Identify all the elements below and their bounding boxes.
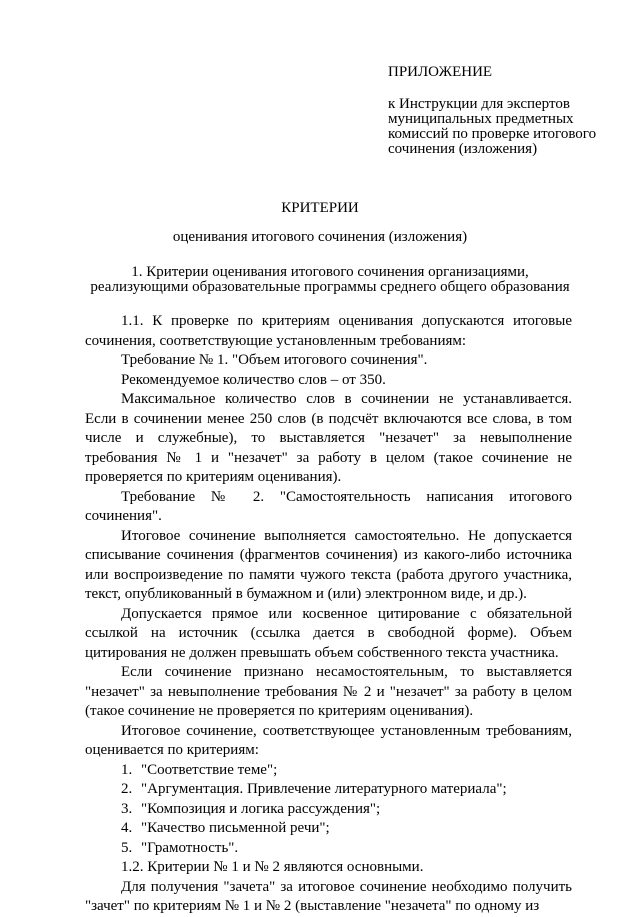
list-number: 3. (121, 800, 133, 817)
paragraph: Рекомендуемое количество слов – от 350. (121, 371, 386, 388)
paragraph: Итоговое сочинение, соответствующее установленным требованиям, оценивается по критериям: (85, 722, 572, 758)
list-text: "Качество письменной речи"; (141, 820, 330, 836)
paragraph: Если сочинение признано несамостоятельным, то выставляется "незачет" за невыполнение требования № 2 и "незачет" за работу в целом (такое сочинение не проверяется по критериям оценивания). (85, 664, 572, 719)
instruction-line: сочинения (изложения) (388, 141, 538, 157)
paragraph: Требование № 1. "Объем итогового сочинения". (121, 352, 428, 368)
criteria-list (85, 761, 572, 859)
list-number: 1. (121, 761, 133, 778)
list-item (85, 800, 572, 820)
instruction-reference (388, 97, 618, 157)
list-text: "Композиция и логика рассуждения"; (141, 800, 381, 817)
list-text: "Аргументация. Привлечение литературного материала"; (141, 781, 507, 797)
paragraph: Требование № 2. "Самостоятельность написания итогового сочинения". (85, 488, 572, 524)
section-heading-line: реализующими образовательные программы среднего общего образования (90, 279, 570, 295)
list-number: 4. (121, 820, 133, 836)
list-number: 5. (121, 839, 133, 856)
paragraph: Итоговое сочинение выполняется самостоятельно. Не допускается списывание сочинения (фрагментов сочинения) из какого-либо источника или воспроизведение по памяти чужого текста (работа другого участника, текст, опубликованный в бумажном и (или) электронном виде, и др.). (85, 527, 572, 602)
paragraph: Для получения "зачета" за итоговое сочинение необходимо получить "зачет" по критериям № 1 и № 2 (выставление "незачета" по одному из (85, 878, 572, 914)
section-heading (80, 265, 580, 295)
appendix-label: ПРИЛОЖЕНИЕ (388, 64, 493, 80)
document-title: КРИТЕРИИ (281, 200, 359, 216)
instruction-line: комиссий по проверке итогового (388, 126, 597, 142)
paragraph: Максимальное количество слов в сочинении не устанавливается. Если в сочинении менее 250 слов (в подсчёт включаются все слова, в том числе и служебные), то выставляется "незачет" за невыполнение требования № 1 и "незачет" за работу в целом (такое сочинение не проверяется по критериям оценивания). (85, 391, 572, 485)
list-item (85, 839, 572, 859)
list-number: 2. (121, 781, 133, 797)
list-item (85, 761, 572, 781)
paragraph: 1.2. Критерии № 1 и № 2 являются основными. (121, 859, 424, 875)
document-subtitle: оценивания итогового сочинения (изложения) (172, 229, 468, 245)
instruction-line: к Инструкции для экспертов (388, 96, 570, 112)
document-body (85, 312, 572, 917)
list-item (85, 780, 572, 800)
paragraph: Допускается прямое или косвенное цитирование с обязательной ссылкой на источник (ссылка дается в свободной форме). Объем цитирования не должен превышать объем собственного текста участника. (85, 605, 572, 661)
section-heading-line: 1. Критерии оценивания итогового сочинения организациями, (131, 264, 529, 280)
instruction-line: муниципальных предметных (388, 111, 574, 127)
list-text: "Грамотность". (141, 839, 239, 856)
list-item (85, 819, 572, 839)
list-text: "Соответствие теме"; (141, 761, 278, 778)
paragraph: 1.1. К проверке по критериям оценивания допускаются итоговые сочинения, соответствующие установленным требованиям: (85, 313, 572, 349)
